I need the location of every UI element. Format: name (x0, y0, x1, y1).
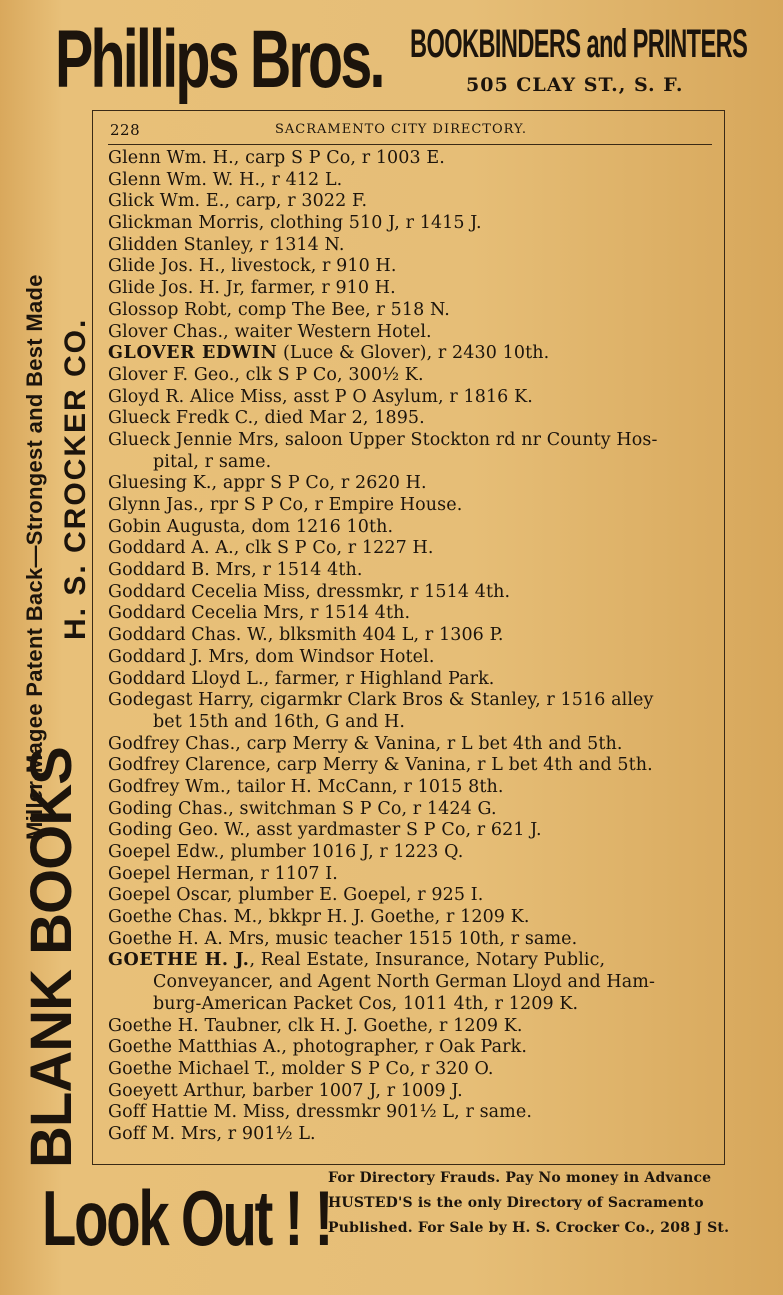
entry-text: Glide Jos. H., livestock, r 910 H. (108, 256, 397, 277)
directory-entry (108, 365, 718, 387)
entry-text: pital, r same. (153, 451, 272, 472)
directory-entry (108, 278, 718, 300)
directory-entry (108, 517, 718, 539)
directory-entry (108, 235, 718, 257)
look-out-banner: Look Out ! ! (42, 1174, 332, 1262)
entry-text: Goddard Chas. W., blksmith 404 L, r 1306 P. (108, 625, 504, 646)
directory-entries (108, 148, 718, 1146)
header-address: 505 CLAY ST., S. F. (466, 74, 684, 96)
entry-text: Goddard B. Mrs, r 1514 4th. (108, 560, 363, 581)
entry-text: Godfrey Chas., carp Merry & Vanina, r L bet 4th and 5th. (108, 733, 623, 754)
footer-notice (328, 1166, 748, 1241)
directory-entry (108, 191, 718, 213)
directory-entry (108, 777, 718, 799)
entry-text: Glueck Jennie Mrs, saloon Upper Stockton rd nr County Hos- (108, 429, 658, 450)
entry-text: Conveyancer, and Agent North German Lloyd and Ham- (153, 972, 656, 993)
entry-text: Goddard Cecelia Mrs, r 1514 4th. (108, 603, 411, 624)
entry-text: Gloyd R. Alice Miss, asst P O Asylum, r 1816 K. (108, 386, 533, 407)
header-rule (108, 144, 712, 145)
entry-text: Goddard Cecelia Miss, dressmkr, r 1514 4th. (108, 581, 511, 602)
directory-entry (108, 256, 718, 278)
entry-continuation (108, 994, 718, 1016)
directory-entry (108, 213, 718, 235)
entry-text: bet 15th and 16th, G and H. (153, 711, 405, 732)
entry-text: Glossop Robt, comp The Bee, r 518 N. (108, 299, 450, 320)
header-brand: Phillips Bros. (55, 14, 383, 105)
directory-entry (108, 842, 718, 864)
directory-entry (108, 1059, 718, 1081)
footer-line: For Directory Frauds. Pay No money in Advance (328, 1170, 712, 1186)
directory-entry (108, 322, 718, 344)
directory-entry (108, 430, 718, 452)
entry-text: Glick Wm. E., carp, r 3022 F. (108, 191, 368, 212)
entry-continuation (108, 452, 718, 474)
entry-text: Goethe H. A. Mrs, music teacher 1515 10th, r same. (108, 928, 578, 949)
entry-text: Goepel Herman, r 1107 I. (108, 863, 338, 884)
entry-text: , Real Estate, Insurance, Notary Public, (249, 950, 606, 971)
directory-entry (108, 1081, 718, 1103)
directory-entry (108, 755, 718, 777)
entry-text: Goff Hattie M. Miss, dressmkr 901½ L, r same. (108, 1102, 532, 1123)
entry-name: GOETHE H. J. (108, 950, 250, 971)
directory-entry (108, 495, 718, 517)
directory-entry (108, 603, 718, 625)
directory-entry (108, 170, 718, 192)
entry-continuation (108, 712, 718, 734)
entry-text: Godegast Harry, cigarmkr Clark Bros & Stanley, r 1516 alley (108, 690, 654, 711)
side-blank-books: BLANK BOOKS (19, 747, 84, 1168)
directory-entry (108, 1124, 718, 1146)
directory-entry (108, 560, 718, 582)
directory-entry (108, 625, 718, 647)
entry-text: Godfrey Clarence, carp Merry & Vanina, r L bet 4th and 5th. (108, 755, 653, 776)
footer-line: HUSTED'S is the only Directory of Sacramento (328, 1195, 704, 1211)
entry-text: Goddard A. A., clk S P Co, r 1227 H. (108, 538, 434, 559)
running-title: SACRAMENTO CITY DIRECTORY. (275, 122, 528, 137)
entry-text: Goding Chas., switchman S P Co, r 1424 G. (108, 798, 497, 819)
entry-text: Gobin Augusta, dom 1216 10th. (108, 516, 394, 537)
directory-entry (108, 473, 718, 495)
entry-text: Goepel Edw., plumber 1016 J, r 1223 Q. (108, 842, 464, 862)
entry-text: Glynn Jas., rpr S P Co, r Empire House. (108, 495, 463, 515)
entry-text: Goddard Lloyd L., farmer, r Highland Park. (108, 668, 495, 689)
directory-entry (108, 343, 718, 365)
entry-text: Glueck Fredk C., died Mar 2, 1895. (108, 408, 425, 429)
directory-entry (108, 647, 718, 669)
directory-entry (108, 734, 718, 756)
directory-entry (108, 950, 718, 972)
entry-text: Glenn Wm. W. H., r 412 L. (108, 169, 343, 190)
directory-entry (108, 820, 718, 842)
entry-text: Glenn Wm. H., carp S P Co, r 1003 E. (108, 148, 445, 168)
directory-entry (108, 300, 718, 322)
directory-entry (108, 929, 718, 951)
directory-entry (108, 864, 718, 886)
entry-text: (Luce & Glover), r 2430 10th. (277, 343, 550, 364)
entry-continuation (108, 972, 718, 994)
entry-text: Goethe H. Taubner, clk H. J. Goethe, r 1209 K. (108, 1015, 523, 1036)
entry-text: Goeyett Arthur, barber 1007 J, r 1009 J. (108, 1080, 463, 1101)
entry-text: Glide Jos. H. Jr, farmer, r 910 H. (108, 278, 396, 299)
directory-entry (108, 1102, 718, 1124)
entry-name: GLOVER EDWIN (108, 343, 278, 364)
entry-text: Godfrey Wm., tailor H. McCann, r 1015 8th. (108, 776, 504, 797)
entry-text: Goddard J. Mrs, dom Windsor Hotel. (108, 646, 435, 667)
entry-text: Goepel Oscar, plumber E. Goepel, r 925 I. (108, 885, 484, 906)
entry-text: Glickman Morris, clothing 510 J, r 1415 J. (108, 213, 482, 234)
directory-entry (108, 387, 718, 409)
entry-text: burg-American Packet Cos, 1011 4th, r 1209 K. (153, 993, 579, 1014)
entry-text: Goethe Chas. M., bkkpr H. J. Goethe, r 1209 K. (108, 907, 530, 928)
directory-entry (108, 907, 718, 929)
directory-entry (108, 538, 718, 560)
entry-text: Gluesing K., appr S P Co, r 2620 H. (108, 473, 427, 494)
page-number: 228 (110, 121, 141, 139)
side-company: H. S. CROCKER CO. (59, 317, 92, 640)
directory-entry (108, 799, 718, 821)
footer-line: Published. For Sale by H. S. Crocker Co., 208 J St. (328, 1220, 730, 1236)
entry-text: Goethe Michael T., molder S P Co, r 320 O. (108, 1058, 494, 1079)
entry-text: Glover Chas., waiter Western Hotel. (108, 321, 432, 342)
directory-entry (108, 148, 718, 170)
directory-entry (108, 690, 718, 712)
entry-text: Goff M. Mrs, r 901½ L. (108, 1123, 316, 1144)
header-trade: BOOKBINDERS and PRINTERS (410, 22, 748, 66)
directory-entry (108, 1037, 718, 1059)
directory-entry (108, 669, 718, 691)
directory-entry (108, 408, 718, 430)
entry-text: Glover F. Geo., clk S P Co, 300½ K. (108, 364, 424, 385)
directory-entry (108, 582, 718, 604)
entry-text: Goding Geo. W., asst yardmaster S P Co, r 621 J. (108, 820, 542, 841)
directory-entry (108, 885, 718, 907)
side-tagline: Miller-Magee Patent Back—Strongest and Best Made (22, 274, 47, 840)
entry-text: Glidden Stanley, r 1314 N. (108, 234, 345, 255)
running-head (110, 118, 710, 142)
entry-text: Goethe Matthias A., photographer, r Oak Park. (108, 1037, 527, 1058)
directory-entry (108, 1016, 718, 1038)
